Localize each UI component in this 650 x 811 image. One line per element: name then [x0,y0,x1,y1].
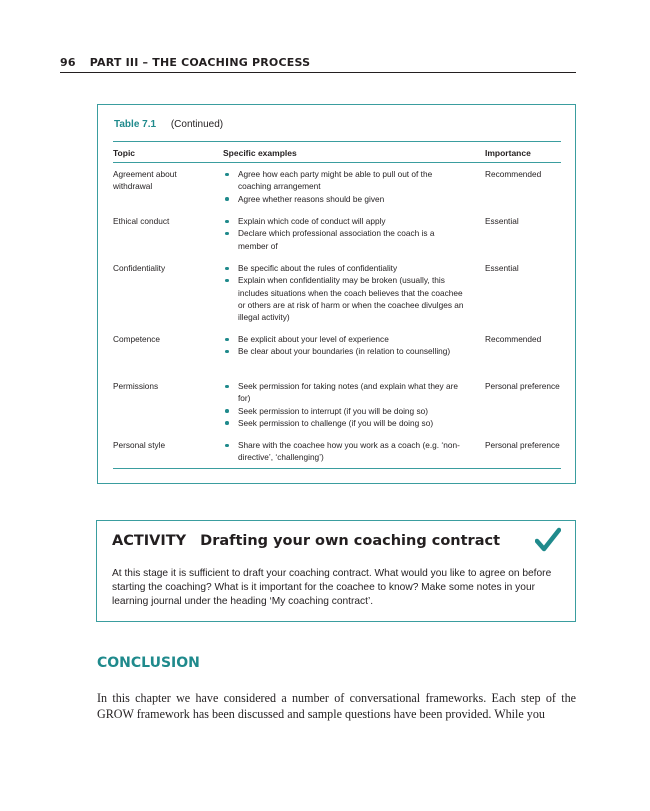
bullet-icon [225,421,229,425]
list-item: Seek permission for taking notes (and explain what they are for) [223,380,465,405]
table-caption [114,119,223,130]
part-title: PART III – THE COACHING PROCESS [89,56,311,69]
examples-list [223,439,465,464]
examples-list [223,168,465,205]
row-topic: Competence [113,334,161,344]
checkmark-icon [535,527,561,553]
row-topic: Agreement about withdrawal [113,169,177,192]
bullet-icon [225,385,229,389]
row-importance: Personal preference [485,440,560,450]
bullet-icon [225,173,229,177]
table-caption-text: (Continued) [170,119,224,130]
activity-heading [112,533,500,549]
row-topic: Permissions [113,381,159,391]
list-item: Explain which code of conduct will apply [223,215,465,227]
body-paragraph: In this chapter we have considered a number of conversational frameworks. Each step of the GROW framework has been discussed and sample questions have been provided. While you [97,691,576,721]
row-topic: Personal style [113,440,166,450]
list-item: Agree whether reasons should be given [223,193,465,205]
bullet-icon [225,267,229,271]
examples-list [223,215,465,252]
list-item: Seek permission to challenge (if you will be doing so) [223,417,465,429]
activity-title: Drafting your own coaching contract [200,533,501,549]
list-item: Be explicit about your level of experience [223,333,465,345]
table-7-1 [97,104,576,484]
table-number: Table 7.1 [114,119,157,130]
list-item: Be clear about your boundaries (in relation to counselling) [223,345,465,357]
page-number: 96 [60,56,76,69]
activity-label: ACTIVITY [112,533,187,549]
activity-box [96,520,576,622]
bullet-icon [225,338,229,342]
table-bottom-rule [113,468,561,469]
examples-list [223,333,465,358]
table-top-rule [113,141,561,142]
examples-list [223,380,465,429]
row-importance: Recommended [485,334,542,344]
examples-list [223,262,465,323]
bullet-icon [225,444,229,448]
list-item: Be specific about the rules of confidentiality [223,262,465,274]
list-item: Share with the coachee how you work as a coach (e.g. ‘non-directive’, ‘challenging’) [223,439,465,464]
row-importance: Recommended [485,169,542,179]
bullet-icon [225,279,229,283]
row-topic: Ethical conduct [113,216,170,226]
bullet-icon [225,220,229,224]
list-item: Declare which professional association the coach is a member of [223,227,465,252]
column-header-importance: Importance [485,148,531,158]
list-item: Explain when confidentiality may be broken (usually, this includes situations when the coach believes that the coachee or others are at risk of harm or when the coachee divulges an illegal activity) [223,274,465,323]
row-importance: Personal preference [485,381,560,391]
row-importance: Essential [485,263,519,273]
row-topic: Confidentiality [113,263,166,273]
bullet-icon [225,409,229,413]
bullet-icon [225,350,229,354]
table-header-rule [113,162,561,163]
section-heading: CONCLUSION [97,655,200,671]
column-header-examples: Specific examples [223,148,297,158]
activity-body: At this stage it is sufficient to draft your coaching contract. What would you like to agree on before starting the coaching? What is it important for the coachee to know? Make some notes in your learning journal under the heading ‘My coaching contract’. [112,568,552,607]
column-header-topic: Topic [113,148,136,158]
row-importance: Essential [485,216,519,226]
bullet-icon [225,197,229,201]
list-item: Seek permission to interrupt (if you will be doing so) [223,405,465,417]
running-header [60,56,576,73]
list-item: Agree how each party might be able to pull out of the coaching arrangement [223,168,465,193]
bullet-icon [225,232,229,236]
